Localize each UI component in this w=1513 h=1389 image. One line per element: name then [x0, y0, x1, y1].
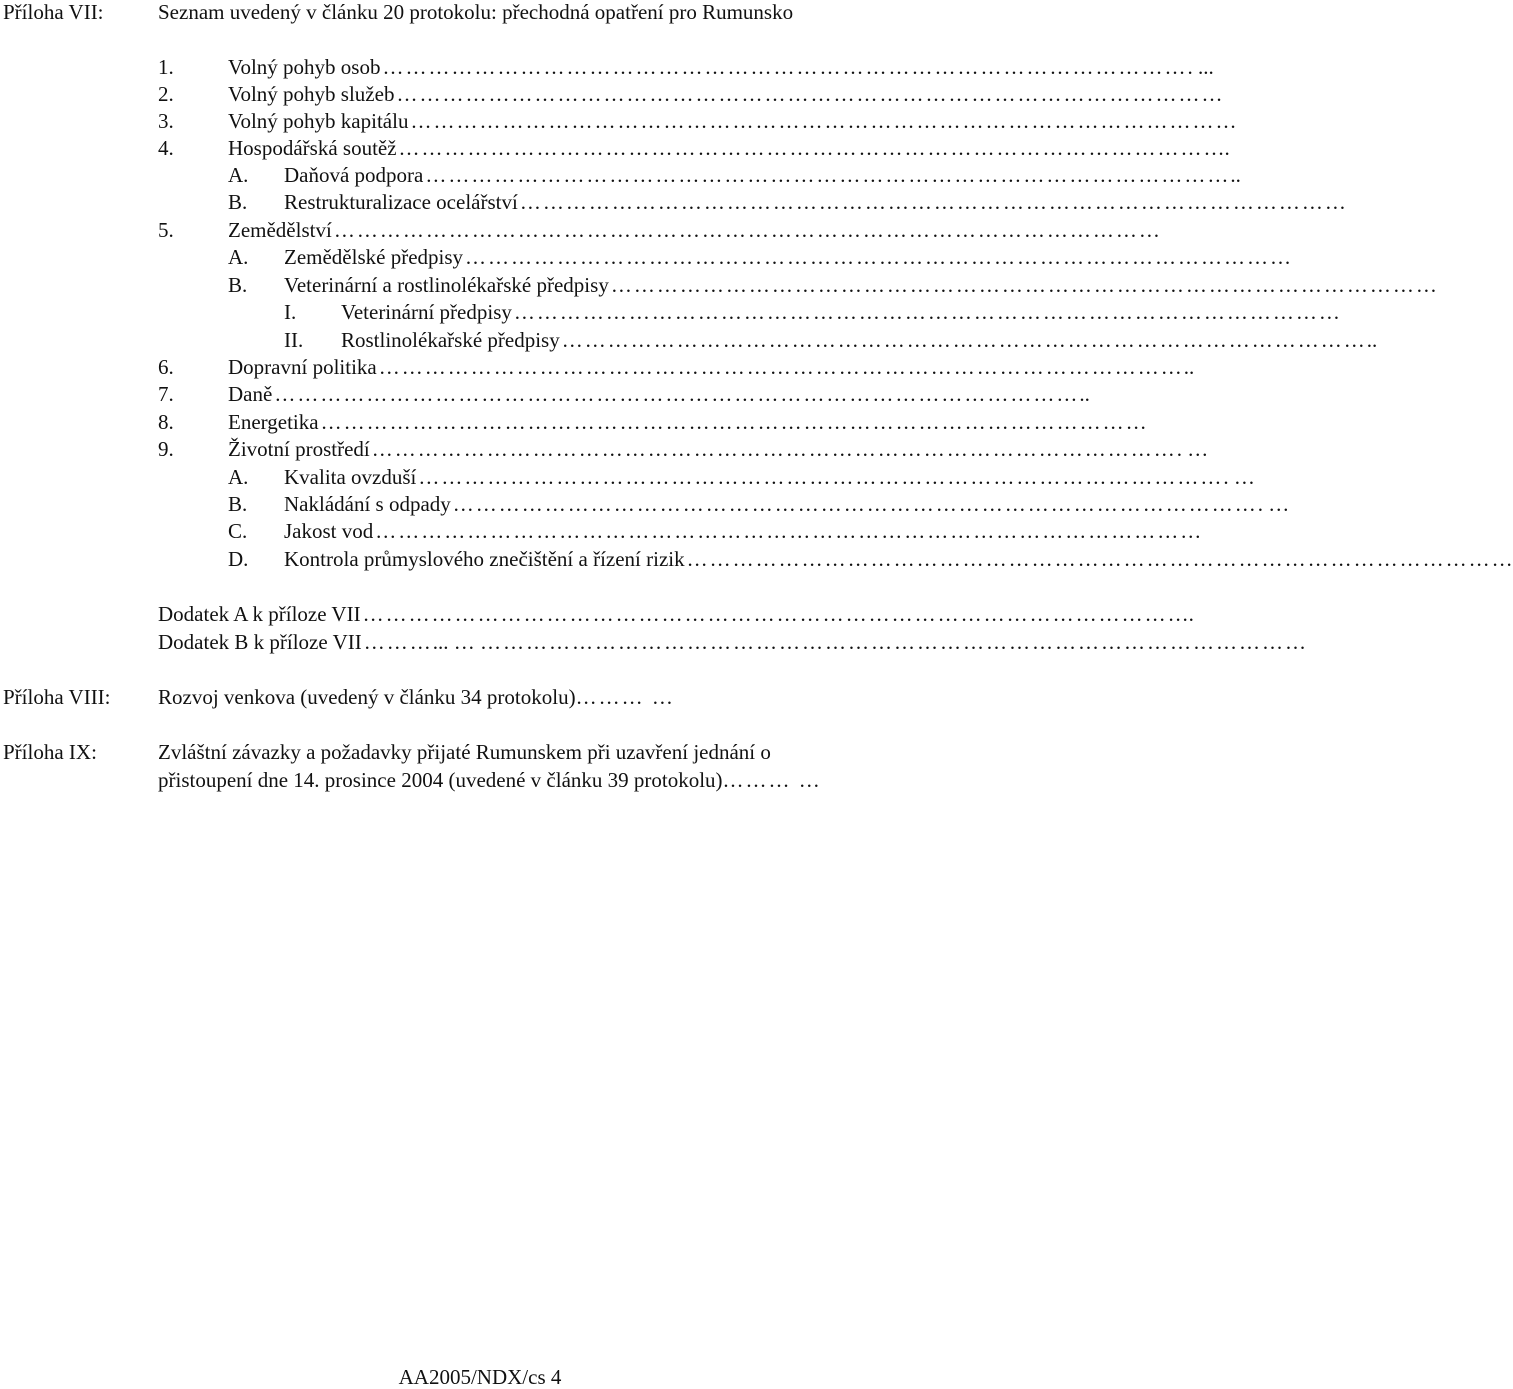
toc-title: Kvalita ovzduší	[284, 465, 417, 489]
toc-entry-5a	[158, 245, 1292, 269]
dot-leader: ……………………………………………………………………………………………	[519, 190, 1325, 214]
dot-leader: ……………………………………………………………………………………………	[561, 328, 1367, 352]
toc-entry-5b-ii	[158, 328, 1378, 352]
toc-leader-end: . ...	[1187, 55, 1214, 79]
dot-leader: ……………………………………………………………………………………………	[452, 492, 1258, 516]
toc-number: 4.	[158, 136, 174, 160]
toc-entry-4a	[158, 163, 1241, 187]
dot-leader: ……………………………………………………………………………………………	[333, 218, 1139, 242]
dot-leader: ……………………………………………………………………………………………	[610, 273, 1416, 297]
annex-viii-description	[158, 683, 948, 711]
toc-entry-7	[158, 382, 1090, 406]
toc-leader-end: …	[1125, 410, 1147, 434]
toc-title: Energetika	[228, 410, 319, 434]
dot-leader: ……… …	[722, 768, 822, 792]
dot-leader: ……………………………………………………………………………………………	[362, 602, 1168, 626]
toc-number: 2.	[158, 82, 174, 106]
dot-leader: ……………………………………………………………………………………………	[425, 163, 1231, 187]
toc-title: Životní prostředí	[228, 437, 370, 461]
toc-entry-9b	[158, 492, 1290, 516]
annex-ix-label: Příloha IX:	[3, 740, 97, 764]
toc-leader-end: …	[1138, 218, 1160, 242]
toc-leader-end: …	[1415, 273, 1437, 297]
toc-leader-end: . …	[1257, 492, 1290, 516]
toc-leader-end: . …	[1176, 437, 1209, 461]
toc-number: 3.	[158, 109, 174, 133]
toc-leader-end: ..	[1183, 355, 1195, 379]
toc-number: B.	[228, 273, 248, 297]
annex-ix-description	[158, 738, 948, 794]
toc-number: 8.	[158, 410, 174, 434]
toc-number: D.	[228, 547, 249, 571]
annex-ix-line-2-text: přistoupení dne 14. prosince 2004 (uvedené v článku 39 protokolu)	[158, 768, 723, 792]
toc-title: Nakládání s odpady	[284, 492, 451, 516]
toc-entry-9c	[158, 519, 1202, 543]
appendix-a-entry	[158, 602, 1194, 626]
dot-leader: ………	[363, 630, 433, 654]
toc-title: Rostlinolékařské předpisy	[341, 328, 560, 352]
appendix-title: Dodatek A k příloze VII	[158, 602, 361, 626]
annex-viii-label: Příloha VIII:	[3, 685, 111, 709]
toc-number: I.	[284, 300, 297, 324]
document-reference-code: AA2005/NDX/cs 4	[398, 1365, 562, 1389]
toc-entry-1	[158, 55, 1214, 79]
dot-leader: ……………………………………………………………………………………………	[274, 382, 1080, 406]
toc-leader-end: …	[1215, 109, 1237, 133]
annex-ix-line-1: Zvláštní závazky a požadavky přijaté Rumunskem při uzavření jednání o	[158, 740, 771, 764]
toc-leader-end: …	[1180, 519, 1202, 543]
dot-leader: ……… …	[575, 685, 675, 709]
annex-viii-text: Rozvoj venkova (uvedený v článku 34 protokolu)	[158, 685, 576, 709]
dot-leader: ……………………………………………………………………………………………	[396, 82, 1202, 106]
toc-leader-end: …	[1270, 245, 1292, 269]
toc-entry-8	[158, 410, 1147, 434]
dot-leader: ……………………………………………………………………………………………	[320, 410, 1126, 434]
toc-number: 7.	[158, 382, 174, 406]
dot-leader: ……………………………………………………………………………………………	[410, 109, 1216, 133]
annex-vii-title: Seznam uvedený v článku 20 protokolu: přechodná opatření pro Rumunsko	[158, 0, 794, 24]
toc-entry-2	[158, 82, 1223, 106]
dot-leader: ……………………………………………………………………………………………	[513, 300, 1319, 324]
toc-number: B.	[228, 492, 248, 516]
dot-leader: ……………………………………………………………………………………………	[502, 630, 1308, 654]
dot-leader: ……………………………………………………………………………………………	[371, 437, 1177, 461]
toc-leader-end: …	[1201, 82, 1223, 106]
toc-leader-end: ..	[1230, 163, 1241, 187]
toc-entry-9d	[158, 547, 1513, 571]
toc-number: 9.	[158, 437, 174, 461]
toc-title: Veterinární a rostlinolékařské předpisy	[284, 273, 609, 297]
toc-leader-end: ..	[1366, 328, 1378, 352]
toc-leader-end: . …	[1223, 465, 1255, 489]
dot-leader: ……………………………………………………………………………………………	[418, 465, 1224, 489]
toc-title: Restrukturalizace ocelářství	[284, 190, 518, 214]
toc-entry-5b	[158, 273, 1437, 297]
appendix-b-entry	[158, 630, 1308, 654]
toc-entry-9	[158, 437, 1209, 461]
toc-entry-4	[158, 136, 1230, 160]
toc-number: A.	[228, 163, 249, 187]
toc-number: 1.	[158, 55, 174, 79]
toc-leader-end: ... … …	[432, 630, 501, 654]
toc-title: Hospodářská soutěž	[228, 136, 397, 160]
toc-number: II.	[284, 328, 304, 352]
toc-title: Veterinární předpisy	[341, 300, 512, 324]
toc-number: C.	[228, 519, 248, 543]
toc-leader-end: ..	[1079, 382, 1090, 406]
toc-entry-5b-i	[158, 300, 1340, 324]
toc-title: Zemědělské předpisy	[284, 245, 464, 269]
toc-title: Volný pohyb osob	[228, 55, 381, 79]
toc-number: B.	[228, 190, 248, 214]
toc-entry-4b	[158, 190, 1346, 214]
dot-leader: ……………………………………………………………………………………………	[465, 245, 1271, 269]
toc-leader-end: ….	[1203, 136, 1230, 160]
dot-leader: ……………………………………………………………………………………………	[378, 355, 1184, 379]
toc-number: A.	[228, 465, 249, 489]
toc-leader-end: …	[1491, 547, 1513, 571]
toc-entry-6	[158, 355, 1195, 379]
dot-leader: ……………………………………………………………………………………………	[398, 136, 1204, 160]
appendix-title: Dodatek B k příloze VII	[158, 630, 362, 654]
toc-entry-5	[158, 218, 1160, 242]
toc-entry-3	[158, 109, 1237, 133]
toc-leader-end: ….	[1167, 602, 1194, 626]
toc-leader-end: …	[1318, 300, 1340, 324]
dot-leader: ……………………………………………………………………………………………	[686, 547, 1492, 571]
toc-leader-end: …	[1324, 190, 1346, 214]
toc-number: 5.	[158, 218, 174, 242]
toc-number: A.	[228, 245, 249, 269]
toc-title: Volný pohyb kapitálu	[228, 109, 409, 133]
annex-ix-line-2	[158, 766, 948, 794]
dot-leader: ……………………………………………………………………………………………	[382, 55, 1188, 79]
dot-leader: ……………………………………………………………………………………………	[375, 519, 1181, 543]
toc-title: Daňová podpora	[284, 163, 424, 187]
toc-title: Volný pohyb služeb	[228, 82, 395, 106]
toc-title: Daně	[228, 382, 273, 406]
toc-title: Kontrola průmyslového znečištění a řízení rizik	[284, 547, 685, 571]
toc-entry-9a	[158, 465, 1255, 489]
toc-number: 6.	[158, 355, 174, 379]
toc-title: Jakost vod	[284, 519, 374, 543]
toc-title: Dopravní politika	[228, 355, 377, 379]
toc-title: Zemědělství	[228, 218, 332, 242]
annex-vii-label: Příloha VII:	[3, 0, 104, 24]
